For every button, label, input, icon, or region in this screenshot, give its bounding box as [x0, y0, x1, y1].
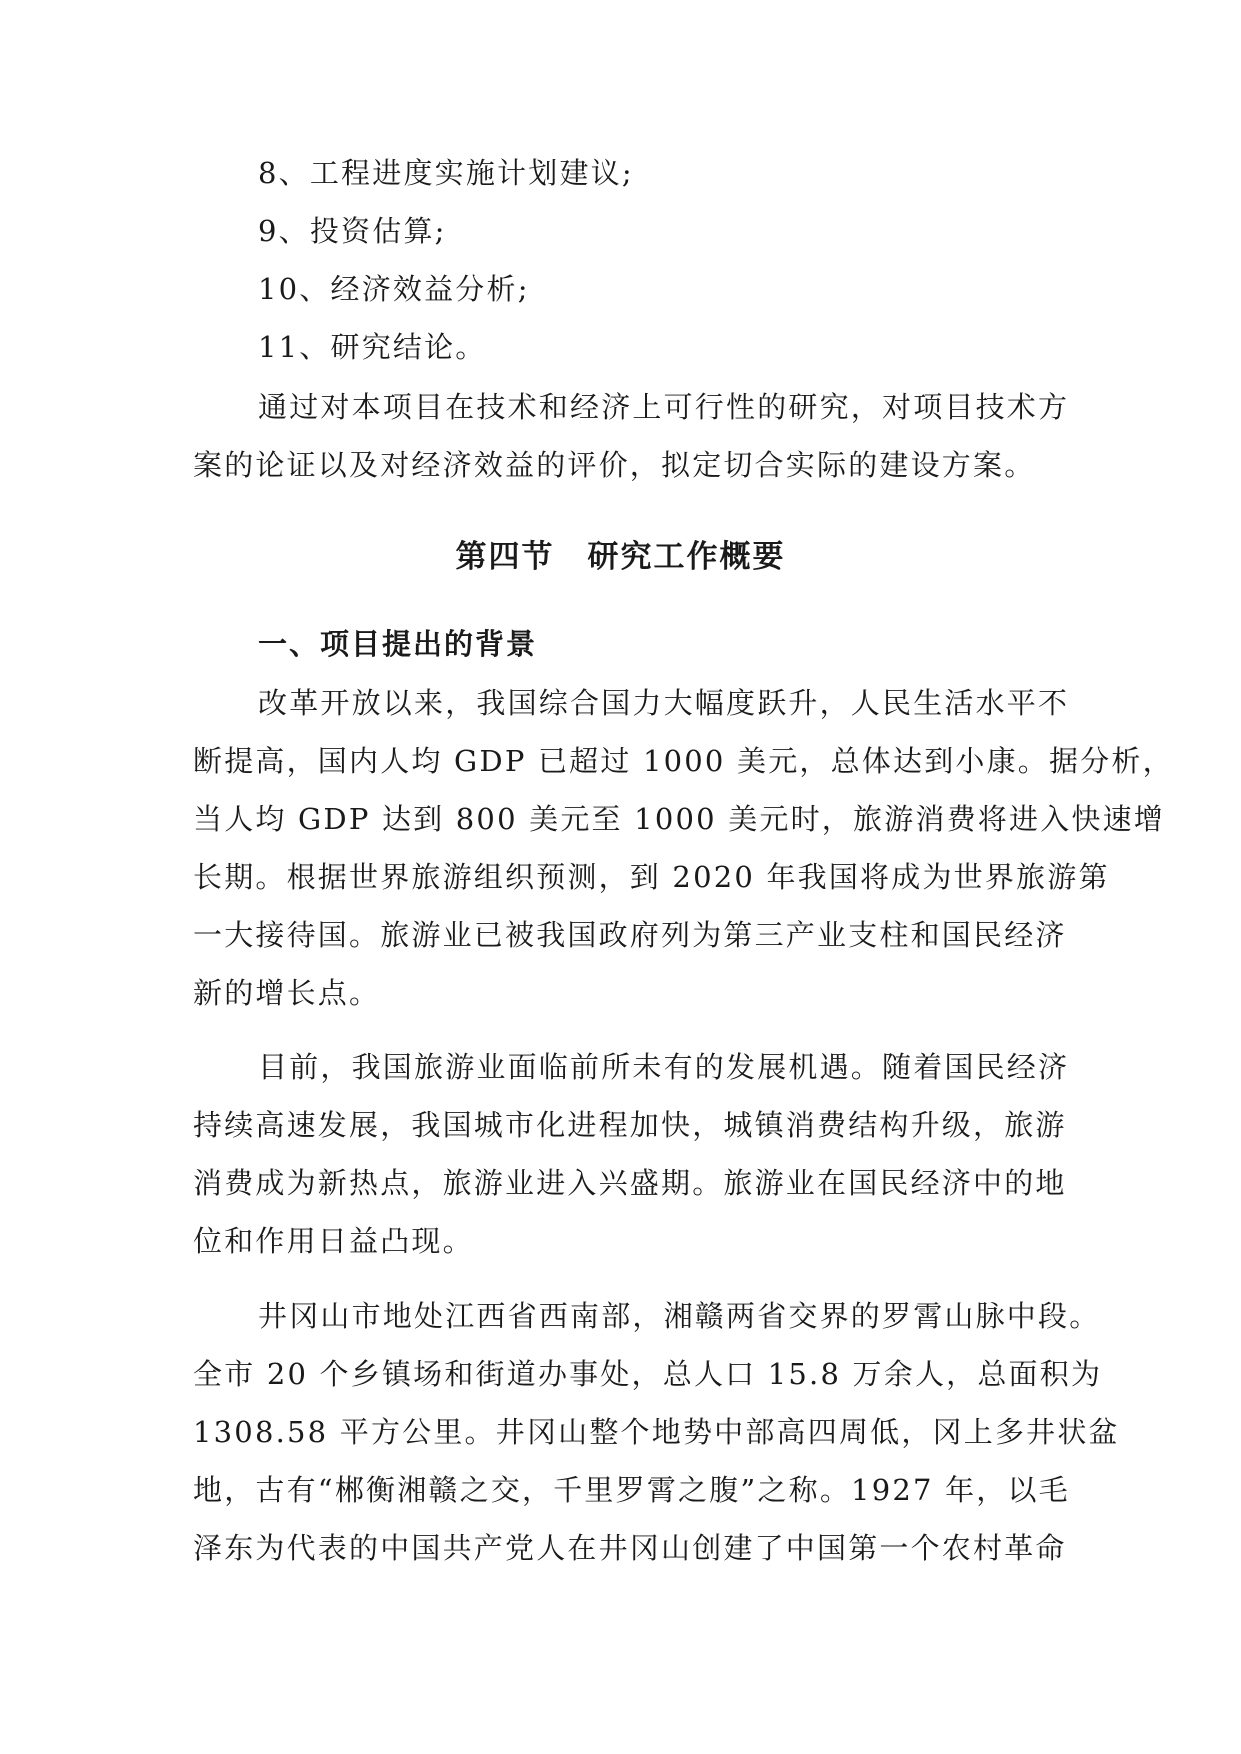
paragraph-line: 改革开放以来，我国综合国力大幅度跃升，人民生活水平不 [258, 686, 1070, 720]
paragraph-line: 新的增长点。 [193, 976, 381, 1010]
paragraph-line: 1308.58 平方公里。井冈山整个地势中部高四周低，冈上多井状盆 [193, 1415, 1120, 1449]
paragraph-line: 地，古有“郴衡湘赣之交，千里罗霄之腹”之称。1927 年，以毛 [193, 1473, 1070, 1507]
list-item-10: 10、经济效益分析; [258, 272, 530, 306]
paragraph-line: 消费成为新热点，旅游业进入兴盛期。旅游业在国民经济中的地 [193, 1166, 1067, 1200]
paragraph-line: 断提高，国内人均 GDP 已超过 1000 美元，总体达到小康。据分析， [193, 744, 1174, 778]
list-item-9: 9、投资估算; [258, 214, 447, 248]
section-heading: 第四节 研究工作概要 [455, 539, 786, 575]
paragraph-line: 当人均 GDP 达到 800 美元至 1000 美元时，旅游消费将进入快速增 [193, 802, 1165, 836]
intro-paragraph-line: 案的论证以及对经济效益的评价，拟定切合实际的建设方案。 [193, 448, 1036, 482]
paragraph-line: 泽东为代表的中国共产党人在井冈山创建了中国第一个农村革命 [193, 1531, 1067, 1565]
list-item-11: 11、研究结论。 [258, 330, 487, 364]
paragraph-line: 一大接待国。旅游业已被我国政府列为第三产业支柱和国民经济 [193, 918, 1067, 952]
paragraph-line: 长期。根据世界旅游组织预测，到 2020 年我国将成为世界旅游第 [193, 860, 1110, 894]
paragraph-line: 井冈山市地处江西省西南部，湘赣两省交界的罗霄山脉中段。 [258, 1299, 1101, 1333]
paragraph-line: 位和作用日益凸现。 [193, 1224, 474, 1258]
intro-paragraph-line: 通过对本项目在技术和经济上可行性的研究，对项目技术方 [258, 390, 1070, 424]
paragraph-line: 持续高速发展，我国城市化进程加快，城镇消费结构升级，旅游 [193, 1108, 1067, 1142]
paragraph-line: 全市 20 个乡镇场和街道办事处，总人口 15.8 万余人，总面积为 [193, 1357, 1103, 1391]
subsection-heading: 一、项目提出的背景 [258, 627, 538, 661]
paragraph-line: 目前，我国旅游业面临前所未有的发展机遇。随着国民经济 [258, 1050, 1070, 1084]
list-item-8: 8、工程进度实施计划建议; [258, 156, 634, 190]
